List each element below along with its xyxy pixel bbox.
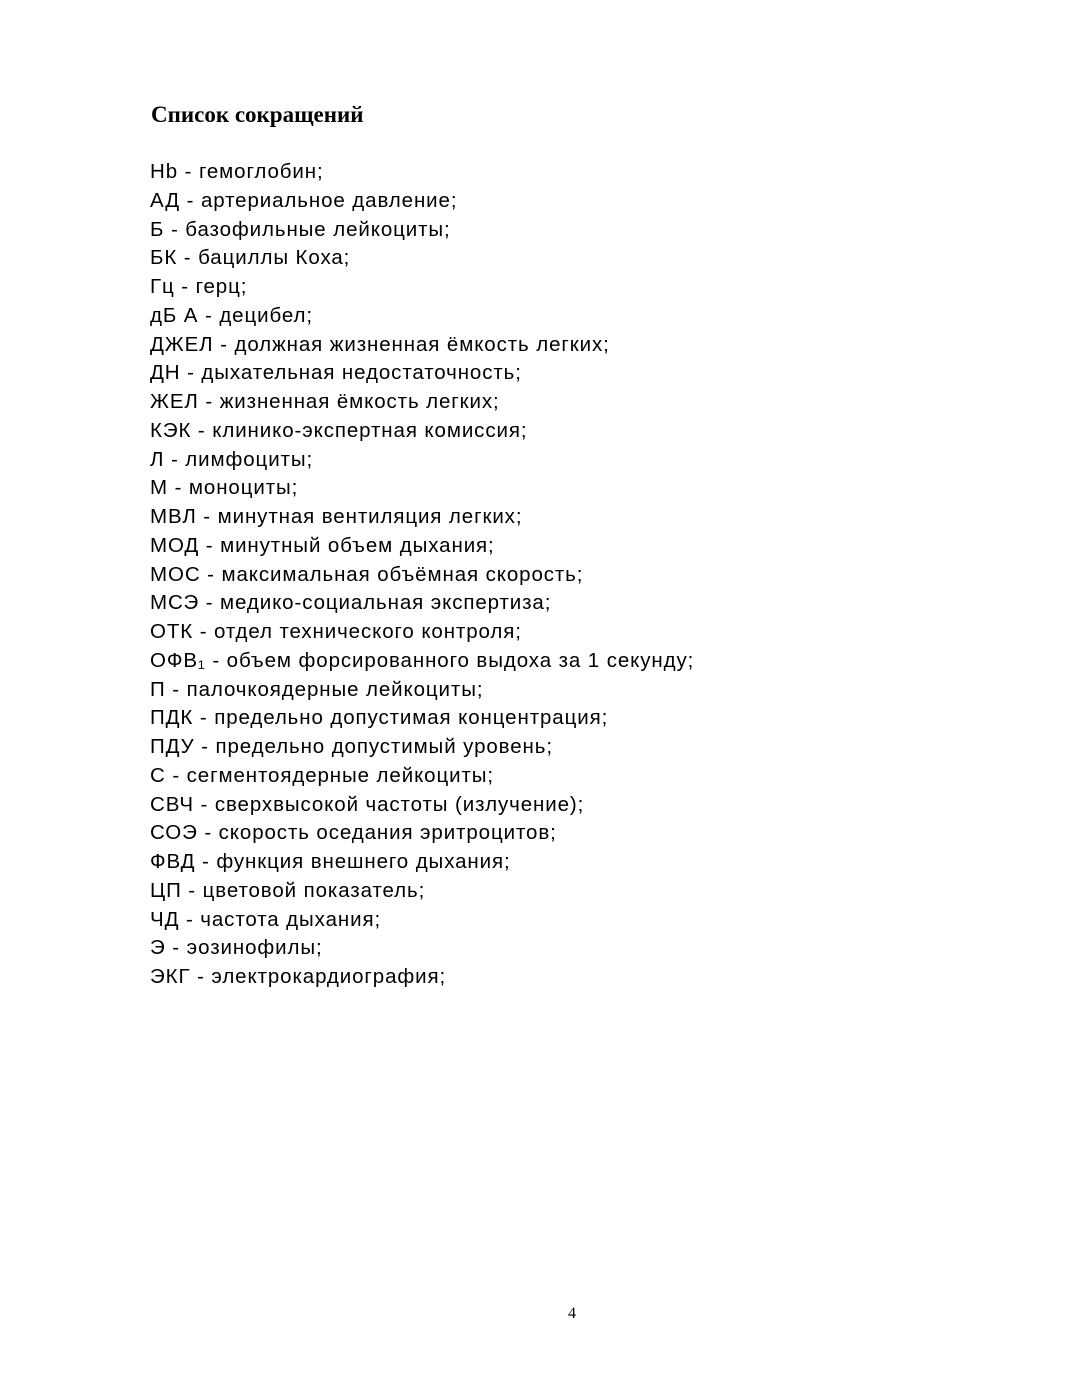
abbreviation-item [150,388,694,417]
abbreviation-term: МОС [150,562,201,586]
abbreviation-term: дБ А [150,303,199,327]
abbreviation-term: М [150,476,168,500]
abbreviation-item [150,647,694,676]
abbreviation-definition: функция внешнего дыхания; [216,850,511,873]
abbreviation-item [150,417,694,446]
abbreviation-item [150,359,694,388]
abbreviation-term: СВЧ [150,792,194,816]
abbreviation-item [150,561,694,590]
abbreviation-definition: палочкоядерные лейкоциты; [186,677,484,701]
abbreviation-item [150,158,694,187]
abbreviation-separator: - [180,361,202,385]
abbreviation-separator: - [193,792,215,816]
abbreviation-list [150,158,694,992]
abbreviation-separator: - [164,447,186,471]
abbreviation-item [150,934,694,963]
abbreviation-term: Б [150,217,165,241]
abbreviation-item [150,618,694,647]
abbreviation-item [150,791,694,820]
abbreviation-term: ОФВ₁ [150,648,206,672]
abbreviation-separator: - [198,390,220,413]
abbreviation-definition: гемоглобин; [198,160,324,183]
abbreviation-term: ЖЕЛ [150,390,199,413]
abbreviation-separator: - [179,907,201,931]
abbreviation-item [150,331,694,360]
abbreviation-separator: - [181,878,203,902]
abbreviation-separator: - [193,620,215,643]
abbreviation-item [150,187,694,216]
abbreviation-term: Гц [150,275,175,298]
abbreviation-item [150,733,694,762]
abbreviation-term: КЭК [150,418,192,442]
abbreviation-separator: - [194,735,216,758]
abbreviation-definition: минутный объем дыхания; [220,533,495,557]
page-number: 4 [568,1305,576,1322]
abbreviation-item [150,762,694,791]
abbreviation-item [150,906,694,935]
abbreviation-term: ОТК [150,620,194,643]
abbreviation-definition: предельно допустимая концентрация; [214,706,609,730]
abbreviation-separator: - [165,936,187,960]
abbreviation-term: Hb [150,160,179,183]
abbreviation-separator: - [180,188,201,212]
abbreviation-definition: предельно допустимый уровень; [215,735,553,758]
abbreviation-definition: лимфоциты; [185,447,314,471]
abbreviation-item [150,532,694,561]
abbreviation-definition: должная жизненная ёмкость легких; [234,332,610,356]
abbreviation-definition: артериальное давление; [200,188,458,212]
abbreviation-definition: скорость оседания эритроцитов; [218,821,557,845]
abbreviation-item [150,704,694,733]
abbreviation-separator: - [178,160,199,183]
abbreviation-term: ФВД [150,850,196,873]
abbreviation-definition: бациллы Коха; [198,246,351,270]
abbreviation-term: П [150,677,166,701]
abbreviation-term: Л [150,447,165,471]
abbreviation-definition: клинико-экспертная комиссия; [212,418,528,442]
abbreviation-separator: - [198,303,220,327]
abbreviation-separator: - [199,591,221,615]
abbreviation-definition: медико-социальная экспертиза; [220,591,552,615]
abbreviation-separator: - [213,332,235,356]
abbreviation-term: ДЖЕЛ [150,332,214,356]
abbreviation-separator: - [200,562,222,586]
abbreviation-term: СОЭ [150,821,198,845]
abbreviation-separator: - [191,418,213,442]
abbreviation-separator: - [165,677,187,701]
abbreviation-definition: эозинофилы; [186,936,323,960]
abbreviation-item [150,244,694,273]
abbreviation-item [150,819,694,848]
abbreviation-separator: - [197,821,219,845]
abbreviation-item [150,589,694,618]
abbreviation-separator: - [196,505,218,528]
abbreviation-term: ПДУ [150,735,195,758]
abbreviation-term: ДН [150,361,181,385]
abbreviation-item [150,877,694,906]
abbreviation-definition: моноциты; [188,476,299,500]
abbreviation-term: ПДК [150,706,194,730]
abbreviation-term: МОД [150,533,200,557]
page-title: Список сокращений [151,102,364,127]
abbreviation-definition: цветовой показатель; [202,878,426,902]
abbreviation-separator: - [205,648,227,672]
abbreviation-separator: - [164,217,186,241]
abbreviation-term: С [150,763,166,787]
abbreviation-definition: базофильные лейкоциты; [185,217,451,241]
abbreviation-term: МВЛ [150,505,197,528]
abbreviation-item [150,503,694,532]
abbreviation-definition: герц; [195,275,248,298]
abbreviation-separator: - [199,533,221,557]
abbreviation-item [150,474,694,503]
abbreviation-definition: объем форсированного выдоха за 1 секунду; [226,648,695,672]
abbreviation-separator: - [195,850,217,873]
abbreviation-term: АД [150,188,181,212]
abbreviation-definition: электрокардиография; [211,965,447,988]
abbreviation-item [150,963,694,992]
abbreviation-term: ЦП [150,878,182,902]
abbreviation-separator: - [167,476,189,500]
abbreviation-definition: сверхвысокой частоты (излучение); [214,792,585,816]
abbreviation-term: МСЭ [150,591,200,615]
abbreviation-term: ЧД [150,907,180,931]
abbreviation-term: БК [150,246,178,270]
abbreviation-separator: - [193,706,215,730]
abbreviation-term: ЭКГ [150,965,191,988]
abbreviation-item [150,302,694,331]
abbreviation-item [150,446,694,475]
abbreviation-definition: частота дыхания; [200,907,382,931]
abbreviation-item [150,848,694,877]
abbreviation-item [150,676,694,705]
abbreviation-definition: сегментоядерные лейкоциты; [186,763,494,787]
abbreviation-separator: - [190,965,212,988]
abbreviation-definition: минутная вентиляция легких; [217,505,523,528]
abbreviation-definition: дыхательная недостаточность; [201,361,522,385]
abbreviation-definition: максимальная объёмная скорость; [221,562,584,586]
abbreviation-definition: отдел технического контроля; [214,620,522,643]
abbreviation-definition: децибел; [219,303,313,327]
abbreviation-definition: жизненная ёмкость легких; [219,390,500,413]
abbreviation-separator: - [165,763,187,787]
abbreviation-item [150,273,694,302]
abbreviation-item [150,216,694,245]
abbreviation-separator: - [174,275,196,298]
abbreviation-separator: - [177,246,199,270]
abbreviation-term: Э [150,936,166,960]
